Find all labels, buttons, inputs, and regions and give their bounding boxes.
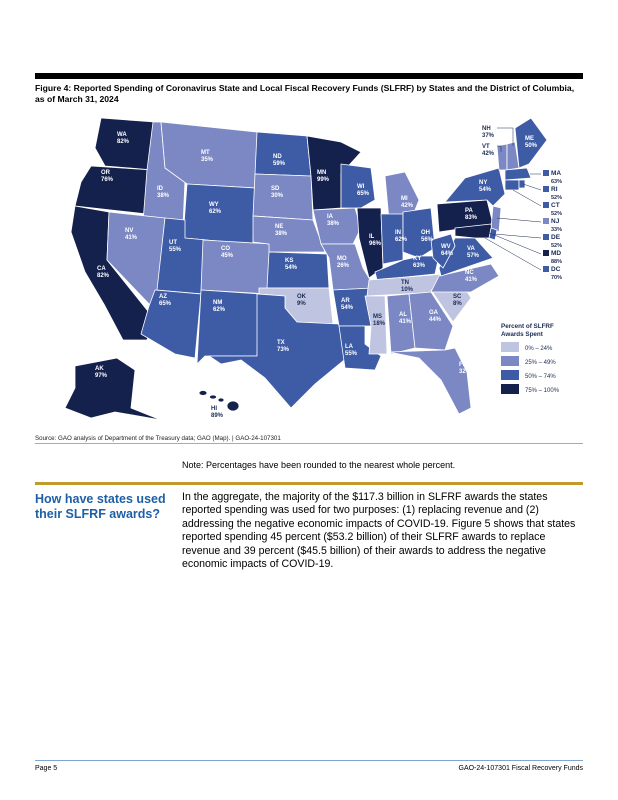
label-OK: OK 9% bbox=[297, 294, 306, 307]
label-UT: UT 55% bbox=[169, 240, 182, 253]
state-HI bbox=[199, 391, 207, 396]
label-MO: MO 26% bbox=[337, 256, 350, 269]
label-ND: ND 59% bbox=[273, 154, 286, 167]
label-TN: TN 10% bbox=[401, 280, 414, 293]
label-MI: MI 42% bbox=[401, 196, 414, 209]
legend-label-2: 25% – 49% bbox=[525, 360, 556, 366]
label-PA: PA 83% bbox=[465, 208, 478, 221]
label-KS: KS 54% bbox=[285, 258, 298, 271]
label-NE: NE 38% bbox=[275, 224, 288, 237]
label-VT: VT 42% bbox=[482, 144, 495, 157]
side-label-NJ: NJ 33% bbox=[551, 218, 563, 233]
label-ID: ID 38% bbox=[157, 186, 170, 199]
slfrf-map bbox=[35, 108, 583, 438]
label-IL: IL 96% bbox=[369, 234, 382, 247]
state-NY bbox=[445, 168, 505, 206]
label-IN: IN 62% bbox=[395, 230, 408, 243]
label-AR: AR 54% bbox=[341, 298, 354, 311]
label-TX: TX 73% bbox=[277, 340, 290, 353]
figure-title: Figure 4: Reported Spending of Coronavirus State and Local Fiscal Recovery Funds (SLFRF) by States and the District of Columbia, as of March 31, 2024 bbox=[35, 83, 575, 104]
side-swatch-DE bbox=[543, 234, 549, 240]
side-swatch-DC bbox=[543, 266, 549, 272]
section-heading: How have states used their SLFRF awards? bbox=[35, 492, 166, 521]
state-HI-4 bbox=[227, 401, 239, 411]
side-label-DE: DE 52% bbox=[551, 234, 563, 249]
side-swatch-MD bbox=[543, 250, 549, 256]
label-WY: WY 62% bbox=[209, 202, 222, 215]
label-VA: VA 57% bbox=[467, 246, 480, 259]
state-OR bbox=[75, 166, 153, 214]
section-paragraph: In the aggregate, the majority of the $117.3 billion in SLFRF awards the states reported spending was used for two purposes: (1) replacing revenue and (2) addressing the negative economic impacts of COVID-19. Figure 5 shows that states reported spending 45 percent ($53.2 billion) of their SLFRF awards to replace revenue and 39 percent ($45.5 billion) of their awards to address the negative economic impacts of COVID-19. bbox=[182, 491, 576, 571]
map-legend bbox=[501, 323, 560, 394]
footer-rule bbox=[35, 760, 583, 761]
state-KS bbox=[267, 252, 329, 288]
side-label-CT: CT 52% bbox=[551, 202, 563, 217]
legend-label-1: 0% – 24% bbox=[525, 346, 553, 352]
side-label-RI: RI 52% bbox=[551, 186, 563, 201]
page-number: Page 5 bbox=[35, 765, 58, 772]
side-label-MD: MD 88% bbox=[551, 250, 563, 265]
label-WV: WV 64% bbox=[441, 244, 454, 257]
label-SC: SC 8% bbox=[453, 294, 462, 307]
label-LA: LA 55% bbox=[345, 344, 358, 357]
state-FL bbox=[389, 348, 471, 414]
label-GA: GA 44% bbox=[429, 310, 442, 323]
label-WA: WA 82% bbox=[117, 132, 130, 145]
state-VT bbox=[497, 144, 507, 170]
report-id: GAO-24-107301 Fiscal Recovery Funds bbox=[458, 765, 583, 772]
figure-source: Source: GAO analysis of Department of the Treasury data; GAO (Map). | GAO-24-107301 bbox=[35, 435, 281, 442]
label-NM: NM 62% bbox=[213, 300, 226, 313]
state-NM bbox=[197, 290, 261, 364]
label-MS: MS 18% bbox=[373, 314, 386, 327]
state-HI-3 bbox=[218, 398, 224, 402]
label-NY: NY 54% bbox=[479, 180, 492, 193]
legend-swatch-3 bbox=[501, 370, 519, 380]
state-OH bbox=[403, 208, 435, 258]
us-map-svg bbox=[35, 108, 583, 438]
label-AL: AL 41% bbox=[399, 312, 412, 325]
state-CO bbox=[201, 240, 271, 294]
legend-label-4: 75% – 100% bbox=[525, 388, 560, 394]
side-label-DC: DC 70% bbox=[551, 266, 563, 281]
state-ND bbox=[255, 132, 311, 176]
label-HI: HI 89% bbox=[211, 406, 224, 419]
label-FL: FL 32% bbox=[459, 362, 472, 375]
label-OH: OH 56% bbox=[421, 230, 434, 243]
state-MA bbox=[505, 168, 531, 180]
label-OR: OR 76% bbox=[101, 170, 114, 183]
label-AK: AK 97% bbox=[95, 366, 108, 379]
state-AK bbox=[65, 358, 161, 420]
label-IA: IA 38% bbox=[327, 214, 340, 227]
source-rule bbox=[35, 443, 583, 444]
legend-swatch-4 bbox=[501, 384, 519, 394]
side-swatch-CT bbox=[543, 202, 549, 208]
legend-label-3: 50% – 74% bbox=[525, 374, 556, 380]
label-CA: CA 82% bbox=[97, 266, 110, 279]
label-NH: NH 37% bbox=[482, 126, 495, 139]
state-CT bbox=[505, 180, 519, 190]
side-swatch-NJ bbox=[543, 218, 549, 224]
label-MT: MT 35% bbox=[201, 150, 214, 163]
label-MN: MN 99% bbox=[317, 170, 330, 183]
state-HI-2 bbox=[210, 395, 217, 399]
side-swatch-MA bbox=[543, 170, 549, 176]
label-AZ: AZ 65% bbox=[159, 294, 172, 307]
figure-note: Note: Percentages have been rounded to the nearest whole percent. bbox=[182, 460, 456, 470]
label-CO: CO 45% bbox=[221, 246, 234, 259]
figure-top-rule bbox=[35, 73, 583, 79]
side-state-list bbox=[543, 170, 562, 281]
label-SD: SD 30% bbox=[271, 186, 284, 199]
section-rule bbox=[35, 482, 583, 485]
label-NC: NC 41% bbox=[465, 270, 478, 283]
legend-title: Percent of SLFRF Awards Spent bbox=[501, 323, 554, 338]
label-WI: WI 65% bbox=[357, 184, 370, 197]
side-label-MA: MA 63% bbox=[551, 170, 563, 185]
side-swatch-RI bbox=[543, 186, 549, 192]
label-NV: NV 41% bbox=[125, 228, 138, 241]
state-HI-islands bbox=[199, 391, 239, 412]
state-RI bbox=[519, 180, 525, 188]
label-ME: ME 50% bbox=[525, 136, 538, 149]
legend-swatch-2 bbox=[501, 356, 519, 366]
legend-swatch-1 bbox=[501, 342, 519, 352]
label-KY: KY 63% bbox=[413, 256, 426, 269]
